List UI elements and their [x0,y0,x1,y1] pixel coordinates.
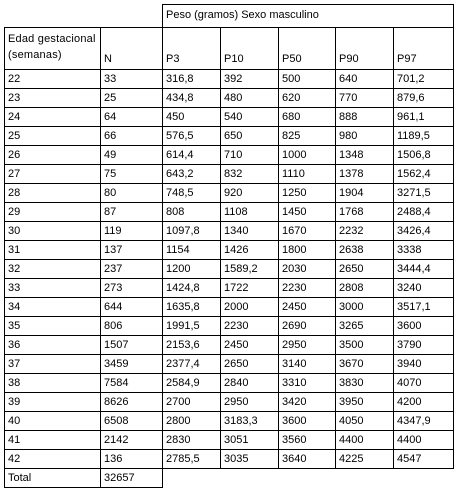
cell-n: 137 [101,241,163,260]
header-p50: P50 [279,28,336,70]
cell-p3: 2153,6 [163,336,221,355]
cell-p3: 808 [163,203,221,222]
cell-p90: 3670 [336,355,394,374]
cell-p3: 1154 [163,241,221,260]
cell-edad: 32 [5,260,101,279]
table-row [5,260,454,279]
table-row [5,355,454,374]
cell-p97: 2488,4 [394,203,454,222]
cell-edad: 29 [5,203,101,222]
cell-p3: 748,5 [163,184,221,203]
cell-edad: 42 [5,450,101,469]
birth-weight-table [4,4,454,488]
cell-p97: 961,1 [394,108,454,127]
cell-n: 273 [101,279,163,298]
cell-p50: 3560 [279,431,336,450]
group-header-row [5,5,454,28]
cell-p90: 1904 [336,184,394,203]
cell-p97: 3271,5 [394,184,454,203]
table-row [5,165,454,184]
cell-edad: 34 [5,298,101,317]
table-row [5,298,454,317]
cell-p97: 3790 [394,336,454,355]
cell-p97: 4400 [394,431,454,450]
cell-n: 644 [101,298,163,317]
cell-p90: 2808 [336,279,394,298]
cell-p97: 3940 [394,355,454,374]
cell-edad: 36 [5,336,101,355]
cell-n: 64 [101,108,163,127]
cell-p50: 1450 [279,203,336,222]
cell-n: 66 [101,127,163,146]
cell-p97: 3517,1 [394,298,454,317]
cell-p10: 3035 [221,450,279,469]
cell-p97: 3444,4 [394,260,454,279]
cell-edad: 28 [5,184,101,203]
cell-p10: 2950 [221,393,279,412]
table-row [5,393,454,412]
cell-p90: 4050 [336,412,394,431]
cell-p50: 2950 [279,336,336,355]
cell-p97: 3600 [394,317,454,336]
cell-edad: 26 [5,146,101,165]
cell-n: 3459 [101,355,163,374]
header-p97: P97 [394,28,454,70]
cell-p10: 1108 [221,203,279,222]
cell-n: 6508 [101,412,163,431]
cell-p50: 2690 [279,317,336,336]
cell-p10: 2840 [221,374,279,393]
table-row [5,146,454,165]
cell-n: 136 [101,450,163,469]
cell-p3: 450 [163,108,221,127]
group-header: Peso (gramos) Sexo masculino [163,5,454,28]
cell-p90: 1348 [336,146,394,165]
cell-p97: 4200 [394,393,454,412]
cell-p50: 1800 [279,241,336,260]
cell-p50: 1250 [279,184,336,203]
cell-p3: 2700 [163,393,221,412]
total-row [5,469,454,488]
cell-p50: 500 [279,70,336,89]
cell-edad: 41 [5,431,101,450]
cell-p10: 480 [221,89,279,108]
cell-p10: 920 [221,184,279,203]
cell-p97: 1189,5 [394,127,454,146]
cell-n: 806 [101,317,163,336]
cell-p50: 2230 [279,279,336,298]
table-container [4,4,454,488]
header-edad-line2: (semanas) [8,49,62,61]
table-row [5,279,454,298]
cell-p10: 3183,3 [221,412,279,431]
table-row [5,431,454,450]
cell-p10: 3051 [221,431,279,450]
cell-p90: 2650 [336,260,394,279]
cell-p97: 4070 [394,374,454,393]
cell-p97: 3338 [394,241,454,260]
cell-p90: 4225 [336,450,394,469]
cell-n: 8626 [101,393,163,412]
table-row [5,108,454,127]
cell-p90: 3500 [336,336,394,355]
cell-p50: 1670 [279,222,336,241]
cell-edad: 25 [5,127,101,146]
cell-p3: 2377,4 [163,355,221,374]
cell-p10: 2450 [221,336,279,355]
total-label: Total [5,469,101,488]
cell-edad: 38 [5,374,101,393]
cell-p50: 3600 [279,412,336,431]
cell-p10: 1426 [221,241,279,260]
empty-corner-cell [5,5,163,28]
cell-p97: 3240 [394,279,454,298]
table-row [5,222,454,241]
cell-n: 80 [101,184,163,203]
cell-n: 75 [101,165,163,184]
cell-n: 237 [101,260,163,279]
cell-p3: 2830 [163,431,221,450]
cell-n: 33 [101,70,163,89]
table-row [5,127,454,146]
cell-p3: 576,5 [163,127,221,146]
cell-p3: 1200 [163,260,221,279]
table-row [5,374,454,393]
cell-p90: 640 [336,70,394,89]
cell-n: 25 [101,89,163,108]
cell-p97: 879,6 [394,89,454,108]
cell-p50: 3640 [279,450,336,469]
cell-p97: 1506,8 [394,146,454,165]
cell-p3: 2785,5 [163,450,221,469]
cell-p10: 2230 [221,317,279,336]
cell-p3: 643,2 [163,165,221,184]
cell-p97: 1562,4 [394,165,454,184]
cell-p50: 3420 [279,393,336,412]
cell-p10: 1589,2 [221,260,279,279]
cell-p10: 1340 [221,222,279,241]
cell-n: 87 [101,203,163,222]
cell-p50: 2030 [279,260,336,279]
cell-n: 7584 [101,374,163,393]
header-p10: P10 [221,28,279,70]
table-row [5,241,454,260]
column-header-row [5,28,454,70]
cell-p50: 1000 [279,146,336,165]
cell-edad: 30 [5,222,101,241]
cell-edad: 40 [5,412,101,431]
cell-n: 2142 [101,431,163,450]
cell-p3: 1635,8 [163,298,221,317]
cell-n: 1507 [101,336,163,355]
cell-n: 119 [101,222,163,241]
table-row [5,184,454,203]
cell-p10: 650 [221,127,279,146]
table-row [5,450,454,469]
cell-p3: 1424,8 [163,279,221,298]
cell-p3: 316,8 [163,70,221,89]
cell-p10: 392 [221,70,279,89]
cell-p3: 1991,5 [163,317,221,336]
cell-p90: 3830 [336,374,394,393]
cell-edad: 35 [5,317,101,336]
header-p3: P3 [163,28,221,70]
cell-p90: 3265 [336,317,394,336]
cell-p90: 3000 [336,298,394,317]
cell-p50: 1110 [279,165,336,184]
cell-p10: 2000 [221,298,279,317]
table-row [5,412,454,431]
cell-p97: 3426,4 [394,222,454,241]
table-row [5,89,454,108]
header-edad-gestacional [5,28,101,70]
cell-p10: 832 [221,165,279,184]
cell-edad: 33 [5,279,101,298]
cell-p50: 825 [279,127,336,146]
cell-edad: 24 [5,108,101,127]
table-row [5,317,454,336]
cell-p50: 2450 [279,298,336,317]
cell-p10: 2650 [221,355,279,374]
cell-p3: 2800 [163,412,221,431]
cell-p50: 680 [279,108,336,127]
header-edad-line1: Edad gestacional [8,33,96,45]
cell-p3: 2584,9 [163,374,221,393]
cell-p90: 3950 [336,393,394,412]
cell-edad: 22 [5,70,101,89]
cell-p50: 3140 [279,355,336,374]
cell-p90: 770 [336,89,394,108]
cell-p3: 434,8 [163,89,221,108]
cell-p90: 888 [336,108,394,127]
cell-edad: 39 [5,393,101,412]
cell-edad: 23 [5,89,101,108]
table-row [5,203,454,222]
table-row [5,336,454,355]
cell-edad: 37 [5,355,101,374]
cell-edad: 31 [5,241,101,260]
cell-p90: 1768 [336,203,394,222]
cell-p90: 980 [336,127,394,146]
cell-p90: 4400 [336,431,394,450]
cell-p10: 540 [221,108,279,127]
header-n: N [101,28,163,70]
cell-p10: 1722 [221,279,279,298]
cell-p90: 2232 [336,222,394,241]
header-p90: P90 [336,28,394,70]
cell-p50: 620 [279,89,336,108]
cell-n: 49 [101,146,163,165]
total-n: 32657 [101,469,163,488]
cell-p97: 4347,9 [394,412,454,431]
cell-p97: 4547 [394,450,454,469]
cell-edad: 27 [5,165,101,184]
cell-p3: 1097,8 [163,222,221,241]
table-row [5,70,454,89]
cell-p3: 614,4 [163,146,221,165]
cell-p97: 701,2 [394,70,454,89]
cell-p10: 710 [221,146,279,165]
cell-p90: 2638 [336,241,394,260]
cell-p50: 3310 [279,374,336,393]
cell-p90: 1378 [336,165,394,184]
